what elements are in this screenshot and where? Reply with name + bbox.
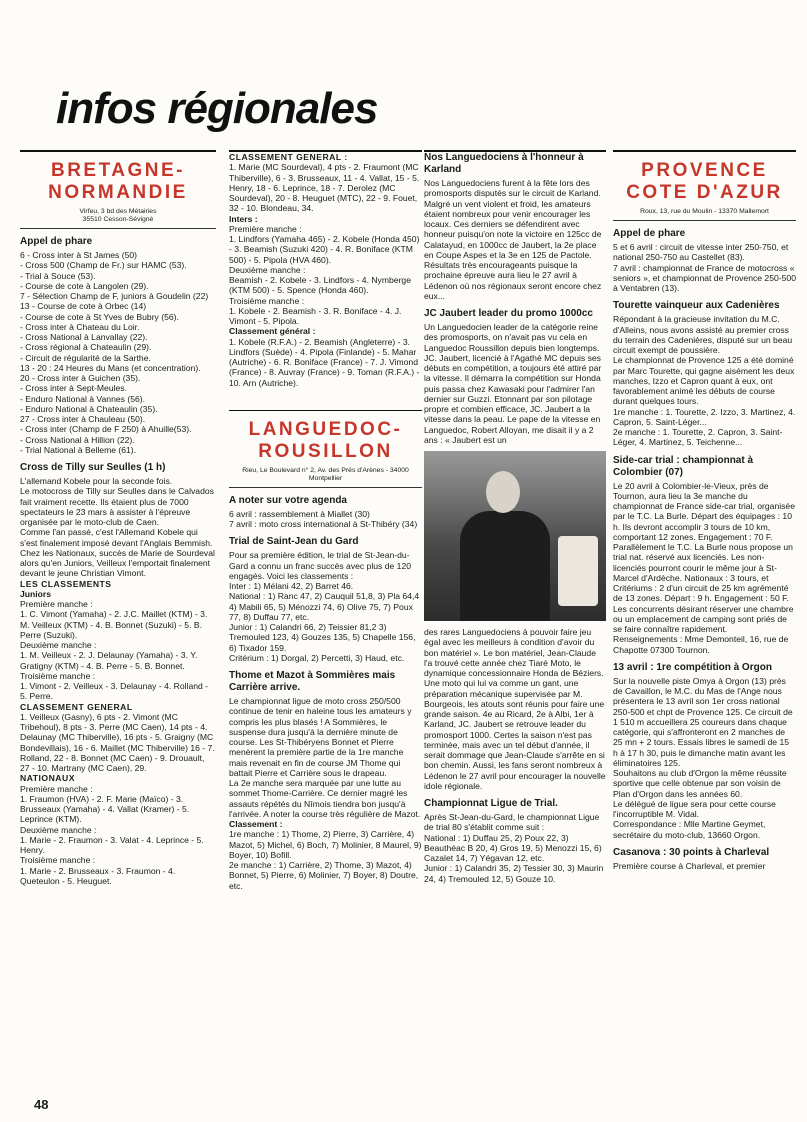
column-languedoc [229,152,422,891]
article-body: Souhaitons au club d'Orgon la même réussite sportive que celle obtenue par son voisin de Plan d'Orgon dans les années 60. [613,768,787,799]
agenda-line: 6 avril : rassemblement à Miallet (30) [229,508,370,519]
list-line: - Circuit de régularité de la Sarthe. [20,352,151,363]
article-body: Nos Languedociens furent à la fête lors des promosports disputés sur le circuit de Karland. Malgré un vent violent et froid, les amateurs étaient nombreux pour venir encourager les locaux. Ces derniers se défendirent avec honneur puisqu'on note la victoire en 125cc de Calatayud, en 1000cc de Jaubert, la 2e place en Coupe Aspes et la 3e en 125 de Pactole. Résultats très encourageants puisque la prochaine épreuve aura lieu le 27 avril à Lédenon où nos régionaux seront encore chez eux... [424,178,602,301]
results-list [229,224,422,327]
list-line: 7 - Sélection Champ de F, juniors à Goudelin (22) [20,291,209,301]
results-text: 2e manche : 1) Carrière, 2) Thome, 3) Mazot, 4) Bonnet, 5) Pierre, 6) Molinier, 7) Boyer, 8) Doutre, etc. [229,860,419,891]
list-line: 20 - Cross inter à Guichen (35). [20,373,141,383]
list-line: Première manche : [20,783,93,794]
list-line: Deuxième manche : [229,264,306,275]
article-body [20,476,216,579]
section-heading: A noter sur votre agenda [229,494,347,506]
article-body: 7 avril : championnat de France de motocross « seniors », et championnat de Provence 250-500 à Ventabren (13). [613,262,796,293]
article-body: Après St-Jean-du-Gard, le championnat Ligue de trial 80 s'établit comme suit : [424,812,600,833]
list-line: Le motocross de Tilly sur Seulles dans le Calvados fait vraiment recette. Ils étaient plus de 7000 spectateurs le 23 mars à assister à l'épreuve organisée par le moto-club de Caen. [20,486,214,527]
results-text: Critérium : 1) Dorgal, 2) Percetti, 3) Haud, etc. [229,652,405,663]
results-text: 1. Marie (MC Sourdeval), 4 pts - 2. Fraumont (MC Thiberville), 6 - 3. Brusseaux, 11 - 4. Vallat, 15 - 5. Henry, 18 - 6. Leprince, 18 - 7. Derolez (MC Sourdeval), 20 - 8. Heuguet (MTC), 22 - 9. Fouet, 32 - 10. Blondeau, 34. [229,162,420,214]
list-line: Troisième manche : [20,855,96,866]
section-heading: Appel de phare [20,236,93,247]
section-heading: Cross de Tilly sur Seulles (1 h) [20,462,166,473]
list-line: 1. Marie - 2. Brusseaux - 3. Fraumon - 4. Queteulon - 5. Heuguet. [20,865,176,886]
article-body: Renseignements : Mme Demonteil, 16, rue de Chapotte 07300 Tournon. [613,634,789,655]
article-body: Le délégué de ligue sera pour cette course l'incorruptible M. Vidal. [613,798,776,819]
list-line: 1. Kobele - 2. Beamish - 3. R. Boniface - 4. J. Vimont - 5. Pipola. [229,305,402,326]
region-name: BRETAGNE- NORMANDIE [48,160,188,203]
region-address: Roux, 13, rue du Moulin - 13370 Mallemort [640,208,769,215]
results-text: 1. Kobele (R.F.A.) - 2. Beamish (Angleterre) - 3. Lindfors (Suède) - 4. Pipola (Finlande) - 5. Mahar (Autriche) - 6. R. Boniface (France) - 7. J. Vimond (France) - 8. Auvray (France) - 9. Toman (R.F.A.) - 10. Arn (Autriche). [229,336,420,388]
list-line: 27 - Cross inter à Chauleau (50). [20,414,146,424]
page-title: infos régionales [56,84,378,133]
section-heading: Appel de phare [613,228,686,239]
results-text: Junior : 1) Calandri 66, 2) Teissier 81,2 3) Tremouled 123, 4) Gouzes 135, 5) Chapelle 156, 6) Tixador 159. [229,622,416,653]
subheading: Juniors [20,588,52,599]
region-name: PROVENCE COTE D'AZUR [626,160,783,203]
rider-photo [424,451,606,621]
agenda-line: 7 avril : moto cross international à St-Thibéry (34) [229,519,418,529]
subheading: Classement : [229,819,283,829]
list-line: 1. Vimont - 2. Veilleux - 3. Delaunay - 4. Rolland - 5. Perre. [20,681,209,702]
section-heading: Trial de Saint-Jean du Gard [229,536,359,548]
list-line: - Trial à Souce (53). [20,270,96,281]
article-body: Le championnat de Provence 125 a été dominé par Marc Tourette, qui gagne aisément les deux manches, Izzo et Capron quant à eux, ont favorablement animé les débuts de course durant quelques tours. [613,355,795,407]
results-text: Junior : 1) Calandri 35, 2) Tessier 30, 3) Maurin 24, 4) Tremouled 12, 5) Gouze 10. [424,863,604,884]
list-line: 1. C. Vimont (Yamaha) - 2. J.C. Maillet (KTM) - 3. M. Veilleux (KTM) - 4. B. Bonnet (Suzuki) - 5. B. Perre (Suzuki). [20,609,208,640]
column-articles [424,152,606,884]
list-line: Chez les Nationaux, succès de Marie de Sourdeval alors qu'en Juniors, Veilleux l'emportait finalement devant le jeune Christian Vimont. [20,547,215,579]
page-number: 48 [34,1097,49,1112]
section-heading: JC Jaubert leader du promo 1000cc [424,308,593,319]
list-line: Troisième manche : [20,670,96,681]
subheading: Classement général : [229,326,316,337]
region-header [613,160,796,221]
results-text: 1re manche : 1) Thome, 2) Pierre, 3) Carrière, 4) Mazot, 5) Michel, 6) Boch, 7) Molinier, 8 Maurel, 9) Boyer, 10) Bofill. [229,829,422,860]
list-line: - Course de cote à Langolen (29). [20,280,149,291]
list-line: 13 - Course de cote à Orbec (14) [20,301,147,312]
list-line: Première manche : [20,599,93,609]
article-body: 5 et 6 avril : circuit de vitesse inter 250-750, et national 250-750 au Castellet (83). [613,242,789,263]
article-body: Répondant à la gracieuse invitation du M.C. d'Alleins, nous avons assisté au premier cross du terrain des Cadenières, disputé sur un beau circuit exempt de poussière. [613,314,793,355]
article-body: Sur la nouvelle piste Omya à Orgon (13) près de Cavaillon, le M.C. du Mas de l'Ange nous présentera le 13 avril son 1er cross national 250-500 et chpt de Provence 125. Ce circuit de 1 510 m accueillera 25 coureurs dans chaque catégorie, qui s'affronteront en 2 manches de 25 mn + 2 tours. Essais libres le samedi de 15 h à 17 h 30, puis le dimanche matin avant les éliminatoires 125. [613,675,793,768]
subheading: CLASSEMENT GENERAL [20,701,133,712]
agenda-list [20,250,216,455]
list-line: 1. Marie - 2. Fraumon - 3. Valat - 4. Leprince - 5. Henry. [20,834,204,855]
list-line: - Enduro National à Vannes (56). [20,393,145,404]
article-body: des rares Languedociens à pouvoir faire jeu égal avec les meilleurs à condition d'avoir du bon matériel ». Le bon matériel, Jean-Claude l'a trouvé cette année chez Tiaré Moto, le dynamique concessionnaire Honda de Béziers. Une moto qui lui va comme un gant, une préparation mécanique supervisée par M. Bourgeois, les atouts sont réunis pour faire une grande saison. 4e au Ricard, 2e à Albi, 1er à Karland, JC. Jaubert se retrouve leader du promosport 1000. Certes la saison n'est pas terminée, mais avec un tel début d'année, il serait dommage que Jean-Claude s'arrête en si bon chemin. Aussi, les fans seront nombreux à Lédenon le 27 avril pour encourager la nouvelle idole régionale. [424,627,606,791]
article-body: Pour sa première édition, le trial de St-Jean-du-Gard a connu un franc succès avec plus de 120 engagés. Voici les classements : [229,550,412,581]
section-heading: Championnat Ligue de Trial. [424,798,558,809]
region-header [229,410,422,488]
results-text: 2e manche : 1. Tourette, 2. Capron, 3. Saint-Léger, 4. Martinez, 5. Teichenne... [613,427,783,448]
article-body: La 2e manche sera marquée par une lutte au sommet Thome-Carrière. Ce dernier magré les assauts répétés du Nîmois tiendra bon jusqu'à l'arrivée. A noter la course très régulière de Mazot. [229,778,421,819]
article-body: Le 20 avril à Colombier-le-Vieux, près de Tournon, aura lieu la 3e manche du championnat de France side-car trial, organisée par le T.C. La Burle. Départ des équipages : 10 h. Ils devront accomplir 3 tours de 10 km, comportant 12 zones. Engagement : 70 F. [613,480,795,542]
region-header [20,160,216,229]
list-line: - Cross 500 (Champ de Fr.) sur HAMC (53). [20,260,187,271]
subheading: CLASSEMENT GENERAL : [229,152,348,162]
results-list [20,599,216,702]
rider-body [460,511,550,621]
list-line: 13 - 20 : 24 Heures du Mans (et concentration). [20,362,201,373]
section-heading: Thome et Mazot à Sommières mais Carrière arrive. [229,670,396,693]
article-body: Le championnat ligue de moto cross 250/500 continue de tenir en haleine tous les amateurs y compris les plus blasés ! A Sommières, le suspense dura jusqu'à la dernière minute de course. Les St-Thibéryens Bonnet et Pierre menèrent la première partie de la 1re manche mais revenait en fin de course JM Thome qui battait Pierre et Carrière sous le drapeau. [229,696,412,778]
article-body: Un Languedocien leader de la catégorie reine des promosports, on n'avait pas vu cela en Languedoc Roussillon depuis bien longtemps. JC. Jaubert, licencié à l'Agathé MC depuis ses débuts en compétition, a toujours été attiré par la vitesse. Il démarra la compétition sur Honda puis passa chez Kawasaki pour l'admirer l'an dernier sur Guzzi. Etonnant par son pilotage propre et combien efficace, JC. Jaubert a la vitesse dans la peau. Le pape de la vitesse en Languedoc, Robert Alloyan, me disait il y a 2 ans : « Jaubert est un [424,322,602,445]
list-line: 1. M. Veilleux - 2. J. Delaunay (Yamaha) - 3. Y. Gratigny (KTM) - 4. B. Perre - 5. B. Bonnet. [20,650,198,671]
region-address: Rieu, Le Boulevard n° 2, Av. des Prés d'Arènes - 34000 Montpellier [242,466,409,482]
subheading: NATIONAUX [20,773,75,784]
list-line: - Cross inter (Champ de F 250) à Ahuille(53). [20,424,192,435]
list-line: Deuxième manche : [20,640,97,650]
list-line: - Enduro National à Chateaulin (35). [20,403,158,414]
results-text: National : 1) Duffau 25, 2) Poux 22, 3) Beauthéac B 20, 4) Gros 19, 5) Menozzi 15, 6) Cazalet 14, 7) Yégavan 12, etc. [424,832,602,863]
list-line: Troisième manche : [229,295,305,306]
list-line: - Cross régional à Chateaulin (29). [20,342,152,353]
list-line: Beamish - 2. Kobele - 3. Lindfors - 4. Nymberge (KTM 500) - 5. Spence (Honda 460). [229,275,411,296]
section-heading: 13 avril : 1re compétition à Orgon [613,661,772,673]
list-line: - Course de cote à St Yves de Bubry (56). [20,311,179,322]
results-list [20,784,216,887]
section-heading: Tourette vainqueur aux Cadenières [613,300,780,312]
list-line: 1. Lindfors (Yamaha 465) - 2. Kobele (Honda 450) - 3. Beamish (Suzuki 420) - 4. R. Boniface (KTM 500) - 5. Pipola (HVA 460). [229,234,420,265]
column-bretagne [20,152,216,886]
list-line: Comme l'an passé, c'est l'Allemand Kobele qui s'est finalement imposé devant l'Anglais Bemmish. [20,527,213,548]
list-line: L'allemand Kobele pour la seconde fois. [20,476,173,486]
section-heading: Casanova : 30 points à Charleval [613,846,770,858]
article-body: Correspondance : Mlle Martine Geymet, secrétaire du moto-club, 13660 Orgon. [613,819,766,840]
list-line: - Cross inter à Sept-Meules. [20,383,127,394]
section-heading: Side-car trial : championnat à Colombier (07) [613,454,754,478]
motorcycle-shape [558,536,598,606]
list-line: - Trial National à Belleme (61). [20,444,137,455]
section-heading: Nos Languedociens à l'honneur à Karland [424,152,584,175]
article-body: Parallèlement le T.C. La Burle nous propose un trial nat. réservé aux licenciés. Les non-licenciés pourront courir le même jour à St-Marcel d'Ardèche. Nationaux : 3 tours, et Critériums : 2 d'un circuit de 25 km agrémenté de 13 zones. Départ : 9 h. Engagement : 50 F. Les concurrents désirant réserver une chambre ou un emplacement de camping sont priés de se faire connaître rapidement. [613,542,794,634]
column-provence [613,152,796,871]
list-line: 1. Fraumon (HVA) - 2. F. Marie (Maïco) - 3. Brusseaux (Yamaha) - 4. Vallat (Kramer) - 5. Leprince (KTM). [20,793,190,825]
list-line: Première manche : [229,223,302,234]
results-text: 1re manche : 1. Tourette, 2. Izzo, 3. Martinez, 4. Capron, 5. Saint-Léger... [613,406,796,427]
region-address: Virfeu, 3 bd des Métairies 35510 Cesson-Sévigné [79,208,157,223]
results-text: Inter : 1) Mélani 42, 2) Barret 46. [229,581,354,591]
results-text: 1. Veilleux (Gasny), 6 pts - 2. Vimont (MC Tribehoul), 8 pts - 3. Perre (MC Caen), 14 pts - 4. Delaunay (MC Thiberville), 16 pts - 5. Graigny (MC Bondevillais), 16 - 6. Maillet (MC Thiberville) 16 - 7. Rolland, 22 - 8. Bonnet (MC Caen) - 9. Drouault, 27 - 10. Martrany (MC Caen), 29. [20,711,215,773]
list-line: 6 - Cross inter à St James (50) [20,250,138,260]
subheading: Inters : [229,213,258,224]
list-line: Deuxième manche : [20,824,97,835]
region-name: LANGUEDOC- ROUSILLON [248,418,403,462]
rider-head [486,471,520,513]
subheading: LES CLASSEMENTS [20,578,112,589]
list-line: - Cross inter à Chateau du Loir. [20,321,140,332]
article-body: Première course à Charleval, et premier [613,860,766,871]
list-line: - Cross National à Lanvallay (22). [20,332,148,342]
list-line: - Cross National à Hillion (22). [20,434,135,445]
results-text: National : 1) Ranc 47, 2) Cauquil 51,8, 3) Pla 64,4 4) Mabili 65, 5) Ménozzi 74, 6) Olive 75, 7) Poux 77, 8) Duffau 77, etc. [229,591,420,622]
